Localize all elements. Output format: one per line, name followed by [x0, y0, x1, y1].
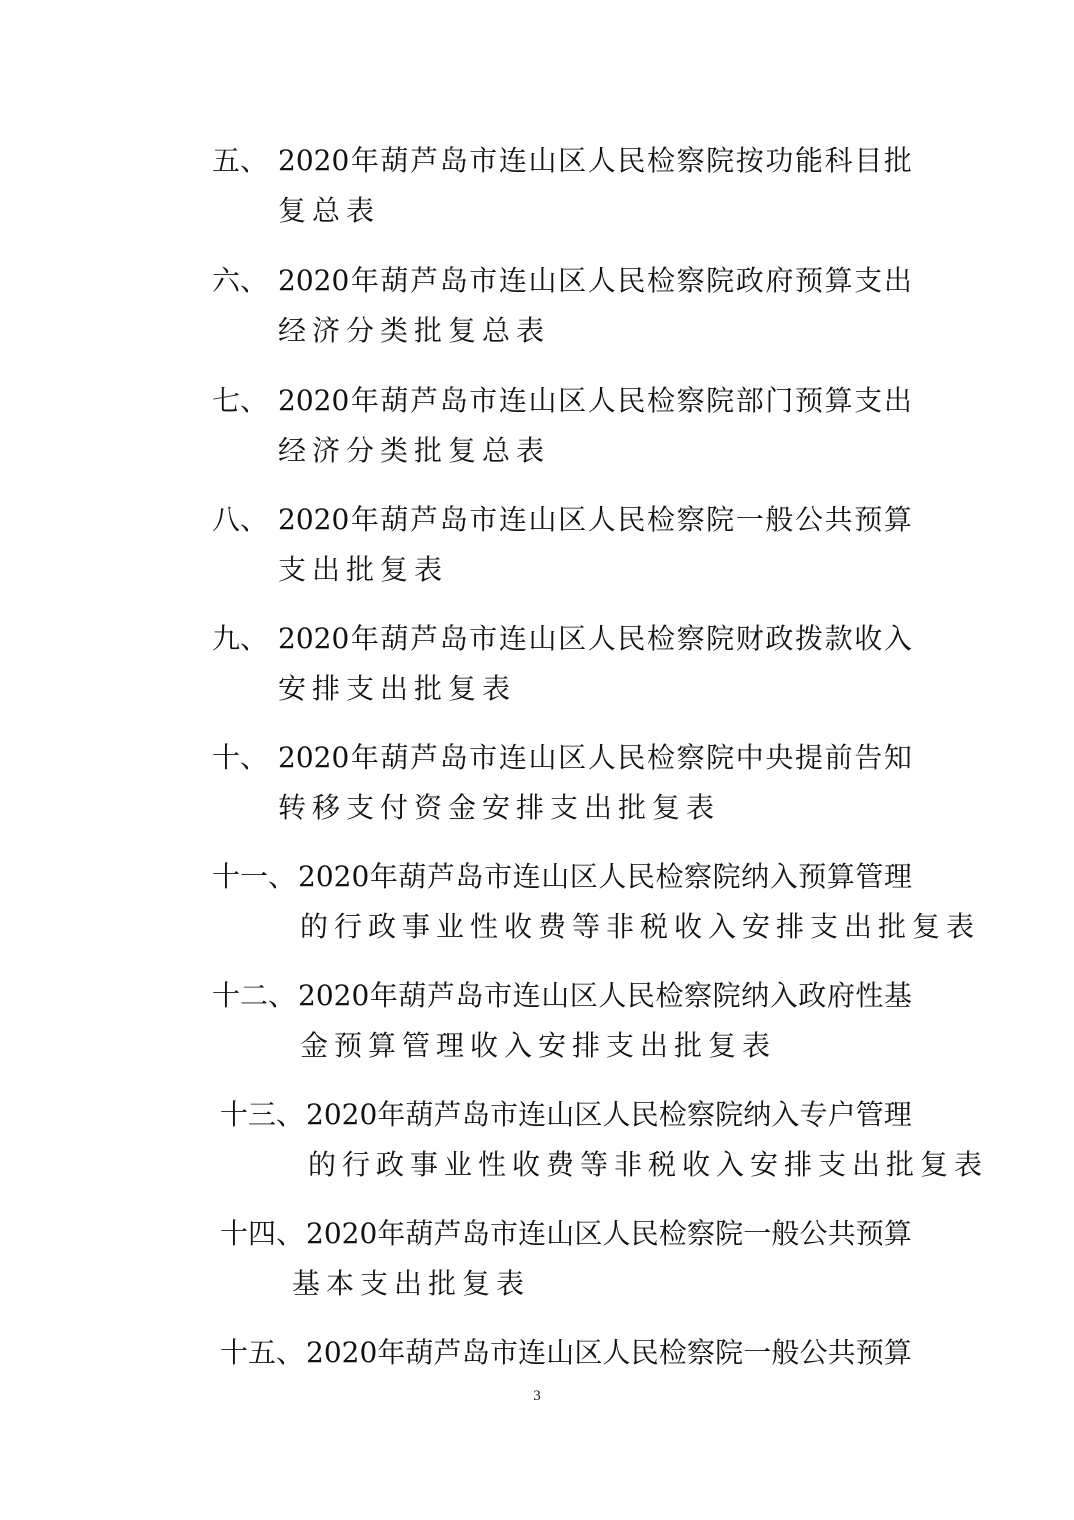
item-title-line1: 2020 年 葫 芦 岛 市 连 山 区 人 民 检 察 院 按 功 能 科 目 批 — [278, 144, 912, 177]
item-title-line1: 2020 年 葫 芦 岛 市 连 山 区 人 民 检 察 院 政 府 预 算 支 出 — [278, 264, 912, 297]
item-title-line1: 2020 年 葫 芦 岛 市 连 山 区 人 民 检 察 院 部 门 预 算 支 出 — [278, 384, 912, 417]
toc-item-6 — [212, 256, 912, 356]
item-title-line1: 2020 年 葫 芦 岛 市 连 山 区 人 民 检 察 院 一 般 公 共 预 算 — [278, 503, 912, 536]
item-title-line1: 2020 年 葫 芦 岛 市 连 山 区 人 民 检 察 院 纳 入 专 户 管 理 — [306, 1098, 912, 1131]
item-number: 十三、 — [220, 1098, 305, 1131]
toc-item-13 — [212, 1090, 989, 1190]
toc-item-14 — [212, 1209, 912, 1309]
item-number: 六、 — [212, 264, 269, 297]
item-title-line1: 2020 年 葫 芦 岛 市 连 山 区 人 民 检 察 院 一 般 公 共 预 算 — [306, 1217, 912, 1250]
item-title-line2: 经济分类批复总表 — [278, 434, 551, 467]
item-title-line2: 支出批复表 — [278, 553, 449, 586]
toc-item-9 — [212, 614, 912, 714]
item-number: 十五、 — [220, 1336, 305, 1369]
item-number: 五、 — [212, 144, 269, 177]
item-title-line2: 基本支出批复表 — [292, 1267, 531, 1300]
item-title-line2: 经济分类批复总表 — [278, 314, 551, 347]
toc-item-15 — [212, 1328, 912, 1378]
item-title-line2: 安排支出批复表 — [278, 672, 517, 705]
toc-item-8 — [212, 495, 912, 595]
toc-item-7 — [212, 376, 912, 476]
item-number: 八、 — [212, 503, 269, 536]
item-number: 十、 — [212, 741, 269, 774]
item-title-line2: 的行政事业性收费等非税收入安排支出批复表 — [300, 910, 981, 943]
item-title-line2: 金预算管理收入安排支出批复表 — [300, 1029, 777, 1062]
item-title-line2: 复总表 — [278, 194, 381, 227]
item-number: 九、 — [212, 622, 269, 655]
item-title-line1: 2020 年 葫 芦 岛 市 连 山 区 人 民 检 察 院 一 般 公 共 预 算 — [306, 1336, 912, 1369]
item-title-line1: 2020 年 葫 芦 岛 市 连 山 区 人 民 检 察 院 纳 入 预 算 管 理 — [298, 860, 912, 893]
item-title-line1: 2020 年 葫 芦 岛 市 连 山 区 人 民 检 察 院 纳 入 政 府 性 基 — [298, 979, 912, 1012]
item-number: 十一、 — [212, 860, 297, 893]
toc-item-5 — [212, 136, 912, 236]
item-title-line2: 的行政事业性收费等非税收入安排支出批复表 — [308, 1148, 989, 1181]
toc-item-11 — [212, 852, 981, 952]
item-title-line1: 2020 年 葫 芦 岛 市 连 山 区 人 民 检 察 院 中 央 提 前 告 知 — [278, 741, 912, 774]
item-title-line1: 2020 年 葫 芦 岛 市 连 山 区 人 民 检 察 院 财 政 拨 款 收 入 — [278, 622, 912, 655]
page-number: 3 — [533, 1388, 541, 1404]
item-title-line2: 转移支付资金安排支出批复表 — [278, 791, 721, 824]
item-number: 十四、 — [220, 1217, 305, 1250]
item-number: 十二、 — [212, 979, 297, 1012]
item-number: 七、 — [212, 384, 269, 417]
toc-item-10 — [212, 733, 912, 833]
toc-item-12 — [212, 971, 912, 1071]
